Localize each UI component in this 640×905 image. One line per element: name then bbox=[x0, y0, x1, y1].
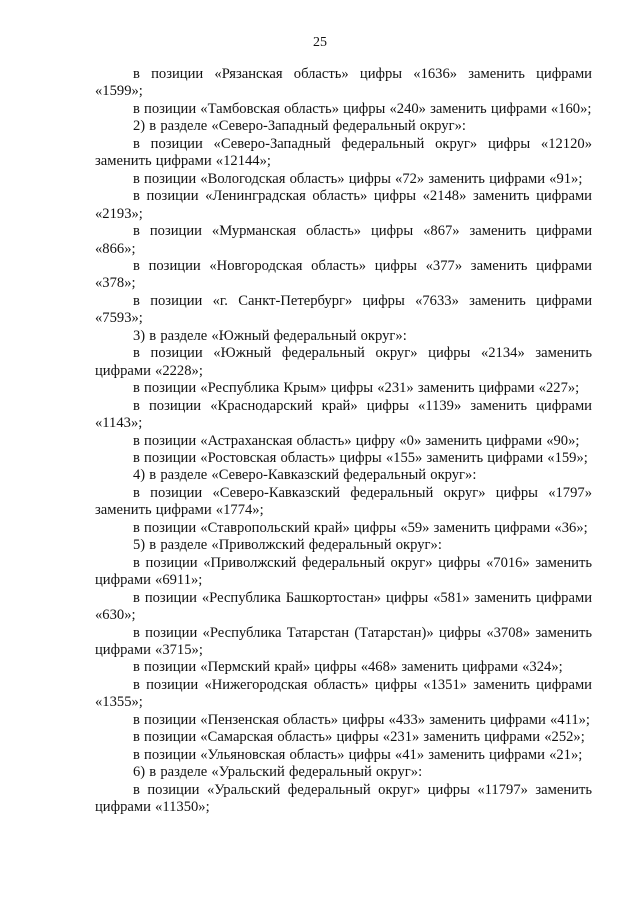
paragraph: в позиции «Уральский федеральный округ» цифры «11797» заменить цифрами «11350»; bbox=[95, 781, 592, 816]
paragraph: в позиции «Нижегородская область» цифры «1351» заменить цифрами «1355»; bbox=[95, 676, 592, 711]
paragraph: в позиции «Республика Крым» цифры «231» заменить цифрами «227»; bbox=[133, 380, 580, 397]
section-heading: 5) в разделе «Приволжский федеральный округ»: bbox=[133, 537, 442, 554]
paragraph: в позиции «Самарская область» цифры «231» заменить цифрами «252»; bbox=[133, 729, 585, 746]
paragraph: в позиции «Тамбовская область» цифры «240» заменить цифрами «160»; bbox=[133, 100, 592, 117]
paragraph: в позиции «Северо-Кавказский федеральный округ» цифры «1797» заменить цифрами «1774»; bbox=[95, 484, 592, 519]
paragraph: в позиции «Астраханская область» цифру «0» заменить цифрами «90»; bbox=[133, 432, 580, 449]
paragraph: в позиции «Краснодарский край» цифры «1139» заменить цифрами «1143»; bbox=[95, 397, 592, 432]
paragraph: в позиции «Рязанская область» цифры «1636» заменить цифрами «1599»; bbox=[95, 66, 592, 100]
section-heading: 3) в разделе «Южный федеральный округ»: bbox=[133, 327, 407, 344]
paragraph: в позиции «Республика Башкортостан» цифры «581» заменить цифрами «630»; bbox=[95, 589, 592, 624]
paragraph: в позиции «Ленинградская область» цифры «2148» заменить цифрами «2193»; bbox=[95, 188, 592, 222]
paragraph: в позиции «Приволжский федеральный округ» цифры «7016» заменить цифрами «6911»; bbox=[95, 554, 592, 589]
paragraph: в позиции «Пензенская область» цифры «433» заменить цифрами «411»; bbox=[133, 711, 590, 728]
paragraph: в позиции «Ставропольский край» цифры «59» заменить цифрами «36»; bbox=[133, 519, 588, 536]
paragraph: в позиции «Ульяновская область» цифры «41» заменить цифрами «21»; bbox=[133, 746, 583, 763]
document-body bbox=[95, 66, 592, 816]
section-heading: 6) в разделе «Уральский федеральный округ»: bbox=[133, 764, 423, 781]
paragraph: в позиции «Южный федеральный округ» цифры «2134» заменить цифрами «2228»; bbox=[95, 345, 592, 379]
section-heading: 2) в разделе «Северо-Западный федеральный округ»: bbox=[133, 118, 466, 135]
paragraph: в позиции «Мурманская область» цифры «867» заменить цифрами «866»; bbox=[95, 223, 592, 257]
paragraph: в позиции «Новгородская область» цифры «377» заменить цифрами «378»; bbox=[95, 257, 592, 292]
paragraph: в позиции «г. Санкт-Петербург» цифры «7633» заменить цифрами «7593»; bbox=[95, 292, 592, 327]
paragraph: в позиции «Республика Татарстан (Татарстан)» цифры «3708» заменить цифрами «3715»; bbox=[95, 624, 592, 658]
page-number: 25 bbox=[313, 35, 327, 50]
paragraph: в позиции «Пермский край» цифры «468» заменить цифрами «324»; bbox=[133, 659, 563, 676]
paragraph: в позиции «Вологодская область» цифры «72» заменить цифрами «91»; bbox=[133, 170, 583, 187]
section-heading: 4) в разделе «Северо-Кавказский федеральный округ»: bbox=[133, 467, 477, 484]
paragraph: в позиции «Северо-Западный федеральный округ» цифры «12120» заменить цифрами «12144»; bbox=[95, 135, 592, 170]
paragraph: в позиции «Ростовская область» цифры «155» заменить цифрами «159»; bbox=[133, 449, 588, 466]
